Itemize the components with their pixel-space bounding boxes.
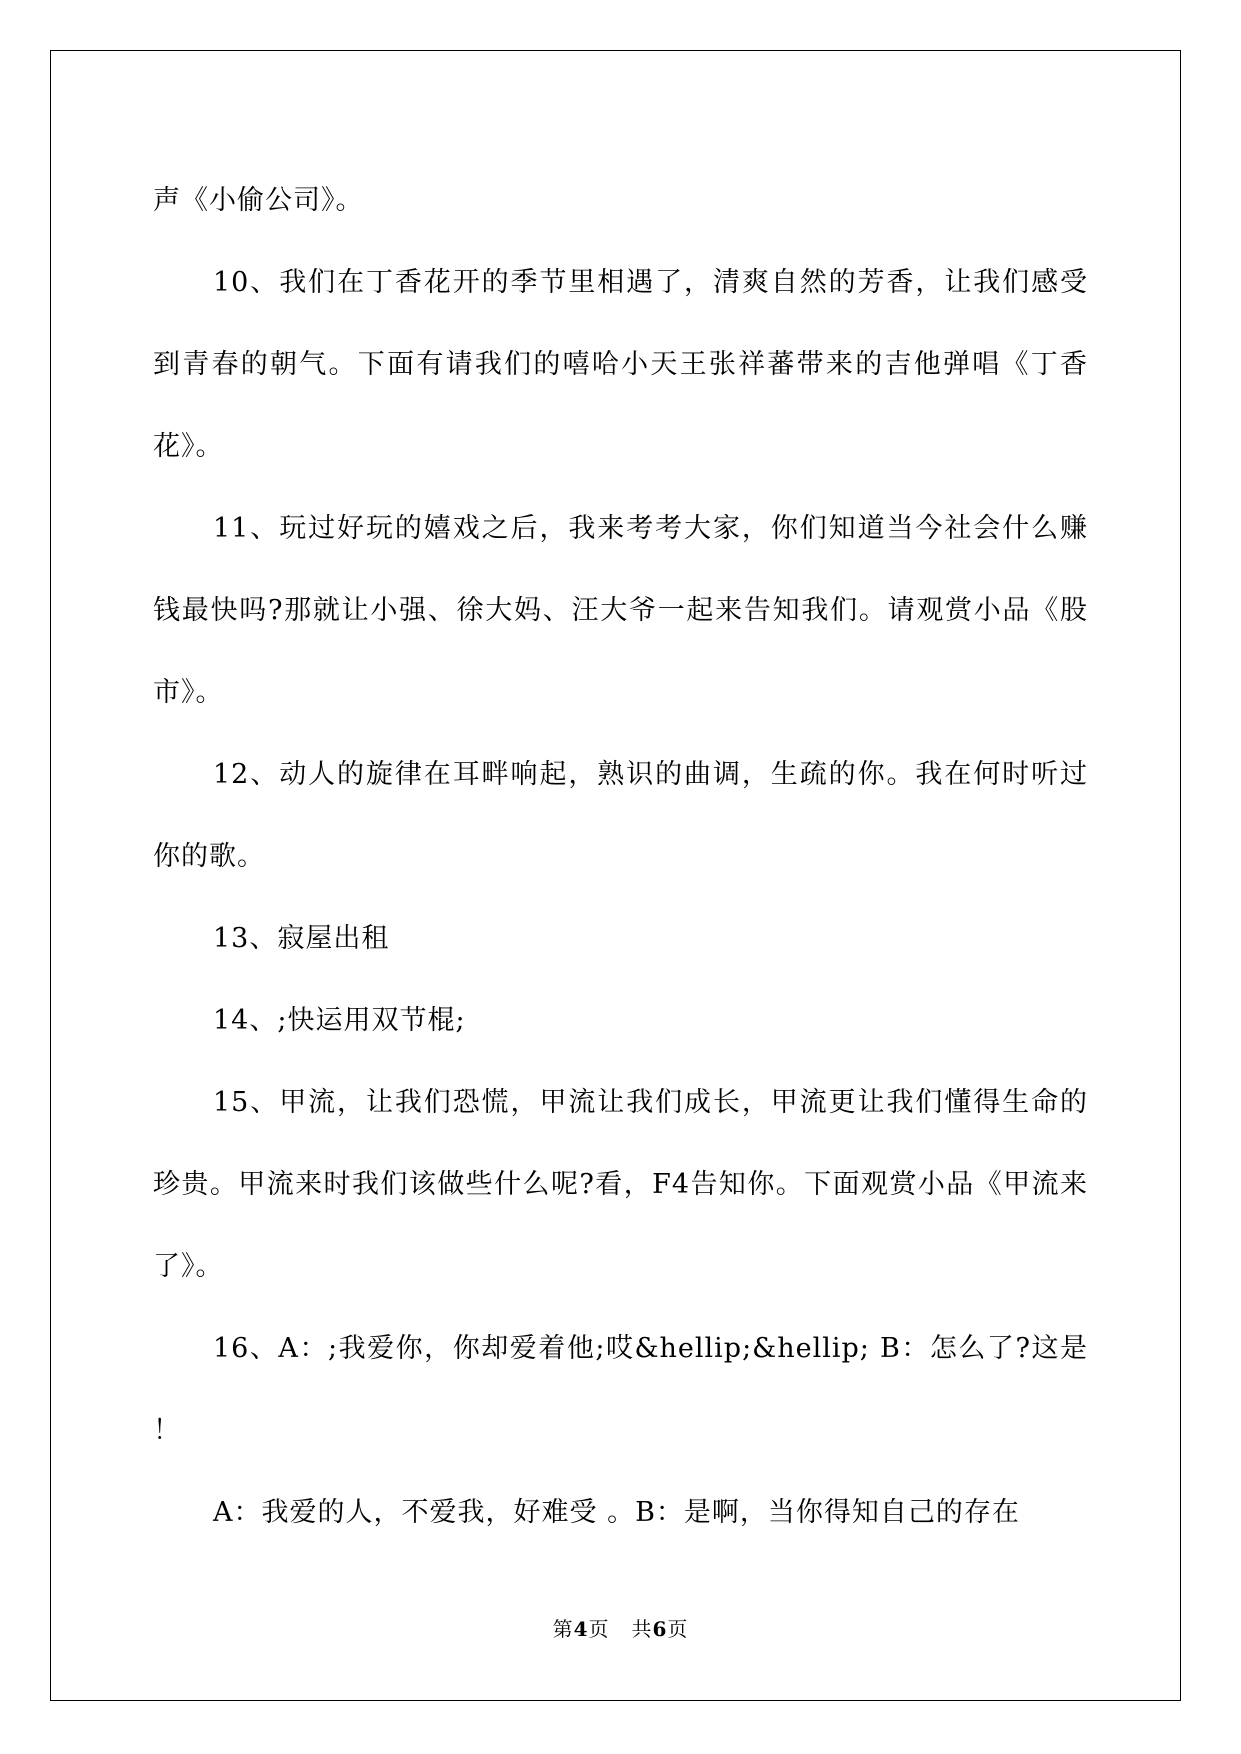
current-page-number: 4 (573, 1617, 589, 1641)
paragraph-0: 声《小偷公司》。 (153, 185, 364, 216)
footer-page-suffix: 页 (588, 1617, 610, 1641)
paragraph-10: 10、我们在丁香花开的季节里相遇了，清爽自然的芳香，让我们感受到青春的朝气。下面有请我们的嘻哈小天王张祥蕃带来的吉他弹唱《丁香花》。 (153, 267, 1088, 462)
footer-total-prefix: 共 (631, 1617, 653, 1641)
paragraph-13: 13、寂屋出租 (213, 923, 390, 954)
paragraph-15: 15、甲流，让我们恐慌，甲流让我们成长，甲流更让我们懂得生命的珍贵。甲流来时我们该做些什么呢?看，F4告知你。下面观赏小品《甲流来了》。 (153, 1087, 1088, 1282)
page-footer (0, 1613, 1241, 1642)
total-pages-number: 6 (652, 1617, 668, 1641)
paragraph-16: 16、A：;我爱你，你却爱着他;哎&hellip;&hellip; B：怎么了?这是 ！ (153, 1333, 1088, 1446)
paragraph-12: 12、动人的旋律在耳畔响起，熟识的曲调，生疏的你。我在何时听过你的歌。 (153, 759, 1088, 872)
paragraph-14: 14、;快运用双节棍; (213, 1005, 466, 1036)
paragraph-17: A：我爱的人，不爱我，好难受 。B：是啊，当你得知自己的存在 (213, 1497, 1020, 1528)
document-body (153, 160, 1088, 1554)
paragraph-11: 11、玩过好玩的嬉戏之后，我来考考大家，你们知道当今社会什么赚钱最快吗?那就让小强、徐大妈、汪大爷一起来告知我们。请观赏小品《股市》。 (153, 513, 1088, 708)
footer-prefix: 第 (552, 1617, 574, 1641)
footer-total-suffix: 页 (667, 1617, 689, 1641)
